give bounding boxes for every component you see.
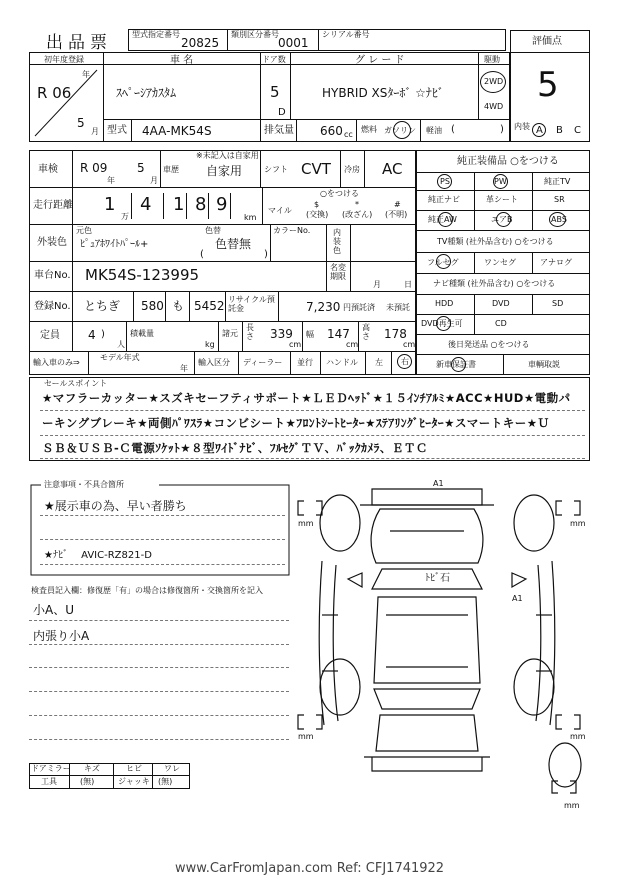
displacement-value: 660 bbox=[320, 124, 343, 138]
mileage-digit-2: 4 bbox=[140, 194, 152, 215]
damage-stone-chip: ﾄﾋﾞ石 bbox=[425, 573, 450, 584]
fuel-label: 燃料 bbox=[361, 125, 377, 134]
first-reg-label: 初年度登録 bbox=[44, 55, 84, 64]
history-label: 車歴 bbox=[163, 165, 179, 174]
mileage-digit-5: 9 bbox=[216, 194, 228, 215]
mileage-check-note: ○をつける bbox=[320, 189, 359, 198]
tv-analog: アナログ bbox=[540, 258, 572, 267]
vin-label: 車台No. bbox=[34, 270, 71, 281]
tools-break: ワレ bbox=[164, 764, 180, 773]
fuel-diesel: 軽油 bbox=[426, 126, 442, 135]
first-reg-month: 5 bbox=[77, 116, 85, 130]
dims-label: 諸元 bbox=[222, 329, 238, 338]
equip-sr: SR bbox=[554, 195, 565, 204]
history-note: ※未記入は自家用 bbox=[196, 151, 259, 160]
equip-leather: 革シート bbox=[486, 195, 518, 204]
shift-value: CVT bbox=[301, 160, 331, 178]
drive-label: 駆動 bbox=[484, 55, 500, 64]
capacity-label: 定員 bbox=[40, 330, 60, 341]
nav-dvd-play: DVD再生可 bbox=[421, 319, 463, 328]
oem-title: 純正装備品 ○をつける bbox=[457, 156, 559, 167]
first-reg-era: R 06 bbox=[37, 84, 72, 102]
later-warranty: 新車保証書 bbox=[436, 360, 476, 369]
name-change-label: 名変期限 bbox=[330, 263, 346, 281]
damage-a1-bumper: A1 bbox=[433, 479, 444, 488]
nav-title: ナビ種類 (社外品含む) ○をつける bbox=[433, 279, 556, 288]
equip-aw: 純正AW bbox=[428, 215, 457, 224]
fuel-gas: ガソリン bbox=[384, 126, 416, 135]
tools-tool-none: (無) bbox=[80, 777, 95, 786]
width-value: 147 bbox=[327, 327, 350, 341]
tools-jack: ジャッキ bbox=[118, 777, 150, 786]
doors-value: 5 bbox=[270, 83, 280, 101]
load-label: 積載量 bbox=[130, 329, 154, 338]
selling-points-label: セールスポイント bbox=[44, 379, 108, 388]
recycle-unpaid: 未預託 bbox=[386, 303, 410, 312]
color-change-value: 色替無 bbox=[215, 237, 252, 251]
drive-2wd: 2WD bbox=[484, 77, 504, 86]
length-value: 339 bbox=[270, 327, 293, 341]
grade-value: HYBRID XSﾀｰﾎﾞ ☆ﾅﾋﾞ bbox=[322, 86, 444, 100]
history-value: 自家用 bbox=[206, 164, 243, 178]
vin-value: MK54S-123995 bbox=[85, 266, 200, 284]
interior-b: B bbox=[556, 125, 563, 136]
selling-point-line-1: ★マフラーカッター★スズキセーフティサポート★ＬＥＤﾍｯﾄﾞ★１５ｲﾝﾁｱﾙﾐ★ACC★HUD★電動パ bbox=[42, 391, 571, 405]
tools-door-mirror: ドアミラー bbox=[31, 764, 71, 773]
nav-sd: SD bbox=[552, 299, 564, 308]
form-title: 出品票 bbox=[46, 33, 112, 53]
mileage-digit-1: 1 bbox=[104, 194, 116, 215]
interior-label: 内装 bbox=[514, 122, 530, 131]
car-name-label: 車 名 bbox=[170, 55, 194, 66]
tv-fullseg: フルセグ bbox=[427, 258, 459, 267]
tools-crack: ヒビ bbox=[126, 764, 142, 773]
interior-a: A bbox=[536, 125, 543, 136]
reg-pref: とちぎ bbox=[84, 299, 121, 313]
interior-color-label: 内装色 bbox=[333, 228, 341, 255]
later-manual: 車輌取説 bbox=[528, 360, 560, 369]
notes-label: 注意事項・不具合箇所 bbox=[44, 480, 124, 489]
tv-title: TV種類 (社外品含む) ○をつける bbox=[437, 237, 554, 246]
color-orig-value: ﾋﾟｭｱﾎﾜｲﾄﾊﾟｰﾙ+ bbox=[80, 239, 149, 250]
car-damage-diagram bbox=[290, 475, 595, 815]
handle-left: 左 bbox=[375, 358, 383, 367]
handle-right: 右 bbox=[401, 357, 409, 366]
inspection-era: R 09 bbox=[80, 161, 108, 175]
doors-label: ドア数 bbox=[262, 55, 286, 64]
reg-number: 5452 bbox=[194, 299, 225, 313]
equip-airbag: エアB bbox=[491, 215, 513, 224]
height-value: 178 bbox=[384, 327, 407, 341]
fuel-gas-circle bbox=[393, 121, 411, 139]
tv-oneseg: ワンセグ bbox=[484, 258, 516, 267]
later-title: 後日発送品 ○をつける bbox=[448, 340, 530, 349]
type-label: 型式 bbox=[107, 125, 127, 136]
inspector-line-2: 内張り小A bbox=[33, 629, 90, 643]
import-cat-label: 輸入区分 bbox=[198, 358, 230, 367]
reg-kana: も bbox=[172, 299, 185, 313]
tools-tool: 工具 bbox=[41, 777, 57, 786]
notes-bracket bbox=[29, 484, 291, 576]
ac-value: AC bbox=[382, 160, 403, 178]
equip-tv: 純正TV bbox=[544, 177, 571, 186]
model-year-label: モデル年式 bbox=[100, 353, 140, 362]
recycle-value: 7,230 bbox=[306, 300, 341, 314]
category-value: 0001 bbox=[278, 36, 309, 50]
selling-point-line-2: ーキングブレーキ★両側ﾊﾟﾜｽﾗ★コンビシート★ﾌﾛﾝﾄｼｰﾄﾋｰﾀｰ★ｽﾃｱﾘﾝｸﾞﾋｰﾀｰ★スマートキー★Ｕ bbox=[42, 416, 550, 430]
displacement-label: 排気量 bbox=[264, 125, 294, 136]
nav-dvd: DVD bbox=[492, 299, 510, 308]
color-label: 外装色 bbox=[37, 237, 67, 248]
serial-label: シリアル番号 bbox=[322, 30, 370, 39]
inspector-label: 検査員記入欄：修復歴「有」の場合は修復箇所・交換箇所を記入 bbox=[31, 586, 263, 595]
footer-reference: www.CarFromJapan.com Ref: CFJ1741922 bbox=[175, 861, 445, 876]
car-name-value: ｽﾍﾟｰｼｱｶｽﾀﾑ bbox=[116, 86, 177, 100]
color-no-label: カラーNo. bbox=[273, 226, 311, 235]
damage-a1-side: A1 bbox=[512, 594, 523, 603]
model-cert-label: 型式指定番号 bbox=[132, 30, 180, 39]
rating-value: 5 bbox=[537, 65, 559, 105]
grade-label: グ レ ー ド bbox=[355, 55, 405, 66]
selling-point-line-3: ＳＢ＆ＵＳＢ-Ｃ電源ｿｹｯﾄ★８型ﾜｲﾄﾞﾅﾋﾞ、ﾌﾙｾｸﾞＴＶ、ﾊﾞｯｸｶﾒﾗ、ＥＴＣ bbox=[42, 441, 428, 455]
drive-4wd: 4WD bbox=[484, 102, 504, 111]
mileage-digit-3: 1 bbox=[173, 194, 185, 215]
nav-cd: CD bbox=[495, 319, 507, 328]
dealer-label: ディーラー bbox=[243, 358, 283, 367]
tools-jack-none: (無) bbox=[158, 777, 173, 786]
ac-label: 冷房 bbox=[344, 165, 360, 174]
shift-label: シフト bbox=[264, 165, 288, 174]
parallel-label: 並行 bbox=[297, 358, 313, 367]
mile-label: マイル bbox=[268, 206, 292, 215]
note-line-3: ★ﾅﾋﾞ AVIC-RZ821-D bbox=[44, 550, 152, 561]
inspector-line-1: 小A、U bbox=[33, 603, 74, 617]
inspection-label: 車検 bbox=[38, 164, 58, 175]
model-cert-value: 20825 bbox=[181, 36, 220, 50]
mileage-digit-4: 8 bbox=[195, 194, 207, 215]
equip-ps: PS bbox=[440, 177, 450, 186]
category-label: 類別区分番号 bbox=[231, 30, 279, 39]
mileage-label: 走行距離 bbox=[33, 200, 73, 211]
rating-label: 評価点 bbox=[532, 36, 562, 47]
nav-hdd: HDD bbox=[435, 299, 454, 308]
tools-scratch: キズ bbox=[84, 764, 100, 773]
handle-label: ハンドル bbox=[326, 358, 358, 367]
equip-nav: 純正ナビ bbox=[428, 195, 460, 204]
equip-abs: ABS bbox=[551, 215, 567, 224]
first-reg-slash bbox=[29, 64, 103, 142]
type-value: 4AA-MK54S bbox=[142, 124, 212, 138]
capacity-value: 4 bbox=[88, 328, 96, 342]
equip-pw: PW bbox=[494, 177, 507, 186]
recycle-label: リサイクル預託金 bbox=[228, 295, 275, 314]
reg-class: 580 bbox=[141, 299, 164, 313]
reg-label: 登録No. bbox=[34, 301, 71, 312]
import-label: 輸入車のみ⇒ bbox=[33, 358, 80, 367]
inspection-month: 5 bbox=[137, 161, 145, 175]
note-line-1: ★展示車の為、早い者勝ち bbox=[44, 499, 187, 513]
interior-c: C bbox=[574, 125, 581, 136]
